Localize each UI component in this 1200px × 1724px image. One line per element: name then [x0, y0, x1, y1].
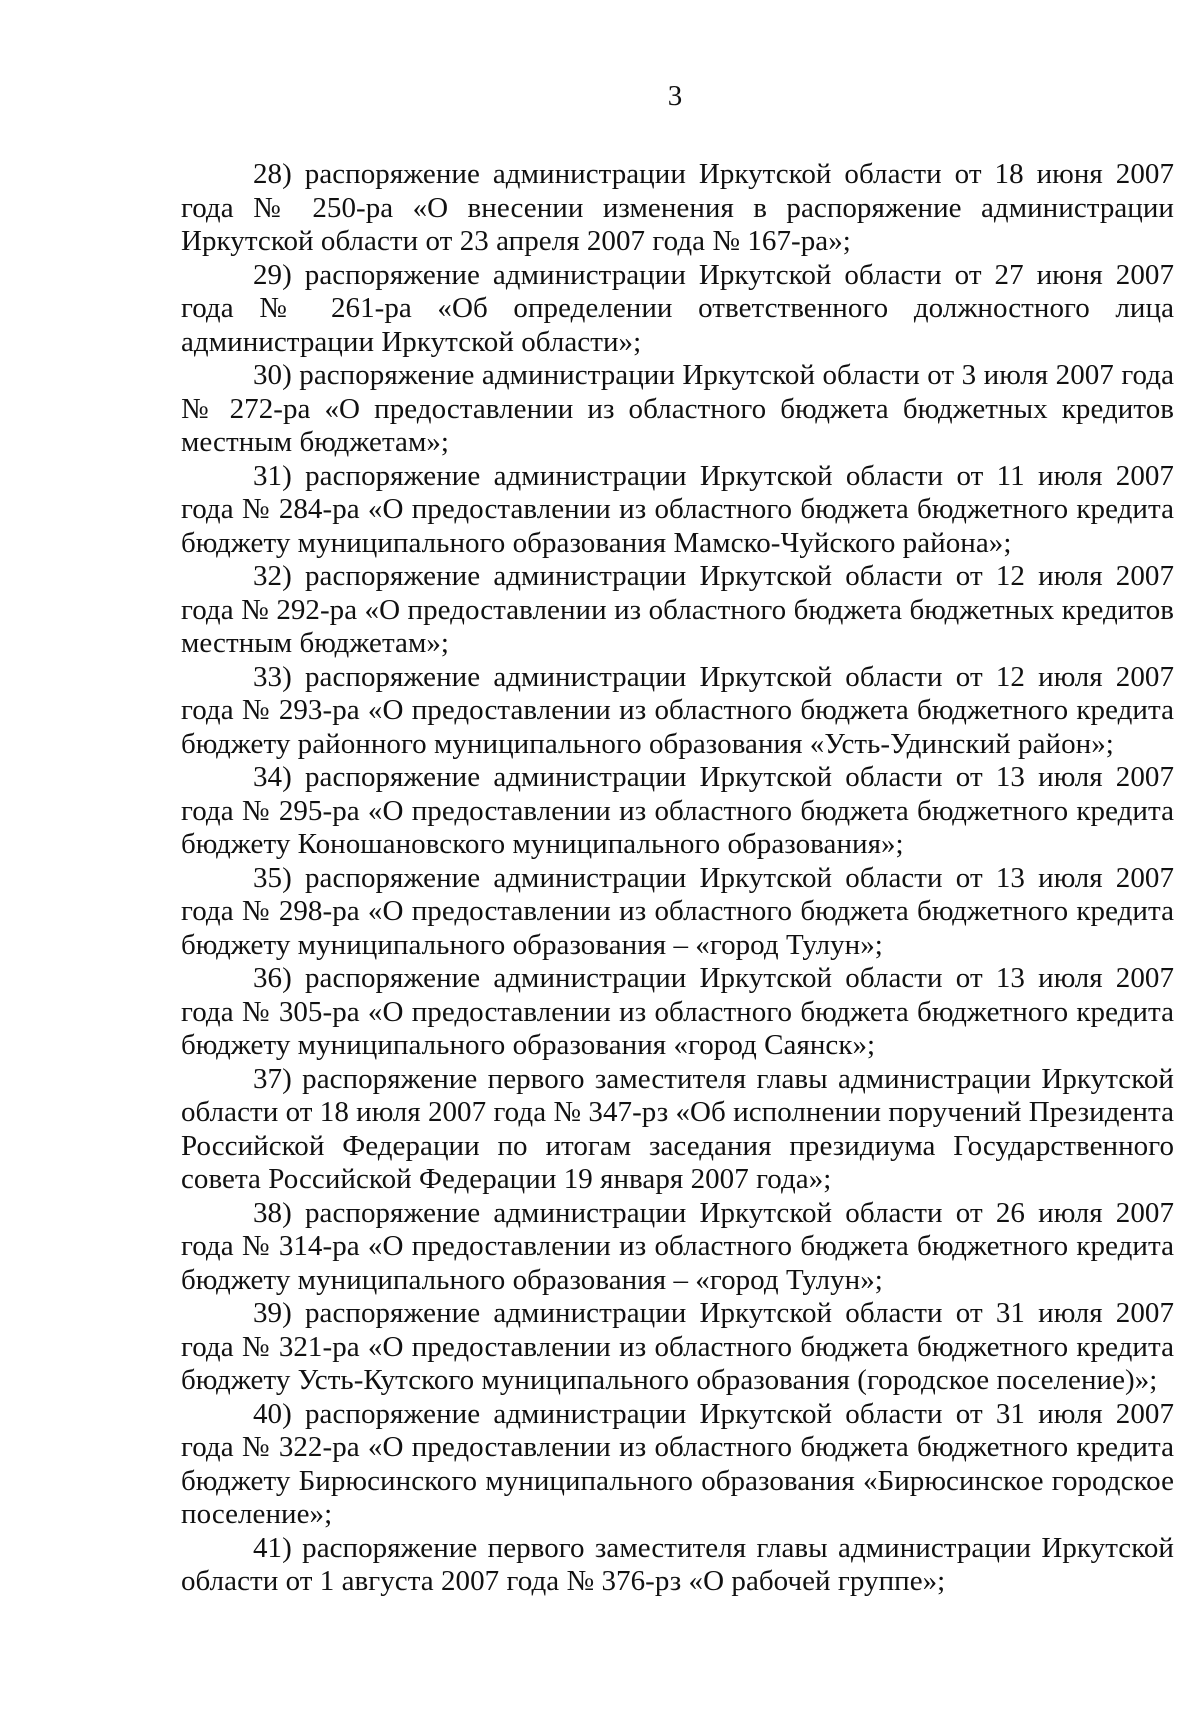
list-item: 32) распоряжение администрации Иркутской области от 12 июля 2007 года № 292-ра «О предоставлении из областного бюджета бюджетных кредитов местным бюджетам»; — [181, 560, 1174, 659]
list-item: 30) распоряжение администрации Иркутской области от 3 июля 2007 года № 272-ра «О предоставлении из областного бюджета бюджетных кредитов местным бюджетам»; — [181, 359, 1174, 458]
list-item: 29) распоряжение администрации Иркутской области от 27 июня 2007 года № 261-ра «Об определении ответственного должностного лица администрации Иркутской области»; — [181, 258, 1174, 358]
list-item: 38) распоряжение администрации Иркутской области от 26 июля 2007 года № 314-ра «О предоставлении из областного бюджета бюджетного кредита бюджету муниципального образования – «город Тулун»; — [181, 1196, 1174, 1296]
page-number: 3 — [667, 80, 683, 112]
document-body — [181, 158, 1174, 1599]
list-item: 40) распоряжение администрации Иркутской области от 31 июля 2007 года № 322-ра «О предоставлении из областного бюджета бюджетного кредита бюджету Бирюсинского муниципального образования «Бирюсинское городское поселение»; — [181, 1397, 1174, 1530]
list-item: 28) распоряжение администрации Иркутской области от 18 июня 2007 года № 250-ра «О внесении изменения в распоряжение администрации Иркутской области от 23 апреля 2007 года № 167-ра»; — [181, 158, 1174, 257]
list-item: 34) распоряжение администрации Иркутской области от 13 июля 2007 года № 295-ра «О предоставлении из областного бюджета бюджетного кредита бюджету Коношановского муниципального образования»; — [181, 761, 1174, 860]
list-item: 33) распоряжение администрации Иркутской области от 12 июля 2007 года № 293-ра «О предоставлении из областного бюджета бюджетного кредита бюджету районного муниципального образования «Усть-Удинский район»; — [181, 660, 1174, 760]
list-item: 31) распоряжение администрации Иркутской области от 11 июля 2007 года № 284-ра «О предоставлении из областного бюджета бюджетного кредита бюджету муниципального образования Мамско-Чуйского района»; — [181, 459, 1174, 559]
list-item: 37) распоряжение первого заместителя главы администрации Иркутской области от 18 июля 2007 года № 347-рз «Об исполнении поручений Президента Российской Федерации по итогам заседания президиума Государственного совета Российской Федерации 19 января 2007 года»; — [181, 1062, 1174, 1195]
list-item: 36) распоряжение администрации Иркутской области от 13 июля 2007 года № 305-ра «О предоставлении из областного бюджета бюджетного кредита бюджету муниципального образования «город Саянск»; — [181, 962, 1174, 1061]
list-item: 41) распоряжение первого заместителя главы администрации Иркутской области от 1 августа 2007 года № 376-рз «О рабочей группе»; — [181, 1531, 1174, 1597]
list-item: 39) распоряжение администрации Иркутской области от 31 июля 2007 года № 321-ра «О предоставлении из областного бюджета бюджетного кредита бюджету Усть-Кутского муниципального образования (городское поселение)»; — [181, 1297, 1174, 1396]
list-item: 35) распоряжение администрации Иркутской области от 13 июля 2007 года № 298-ра «О предоставлении из областного бюджета бюджетного кредита бюджету муниципального образования – «город Тулун»; — [181, 861, 1174, 961]
